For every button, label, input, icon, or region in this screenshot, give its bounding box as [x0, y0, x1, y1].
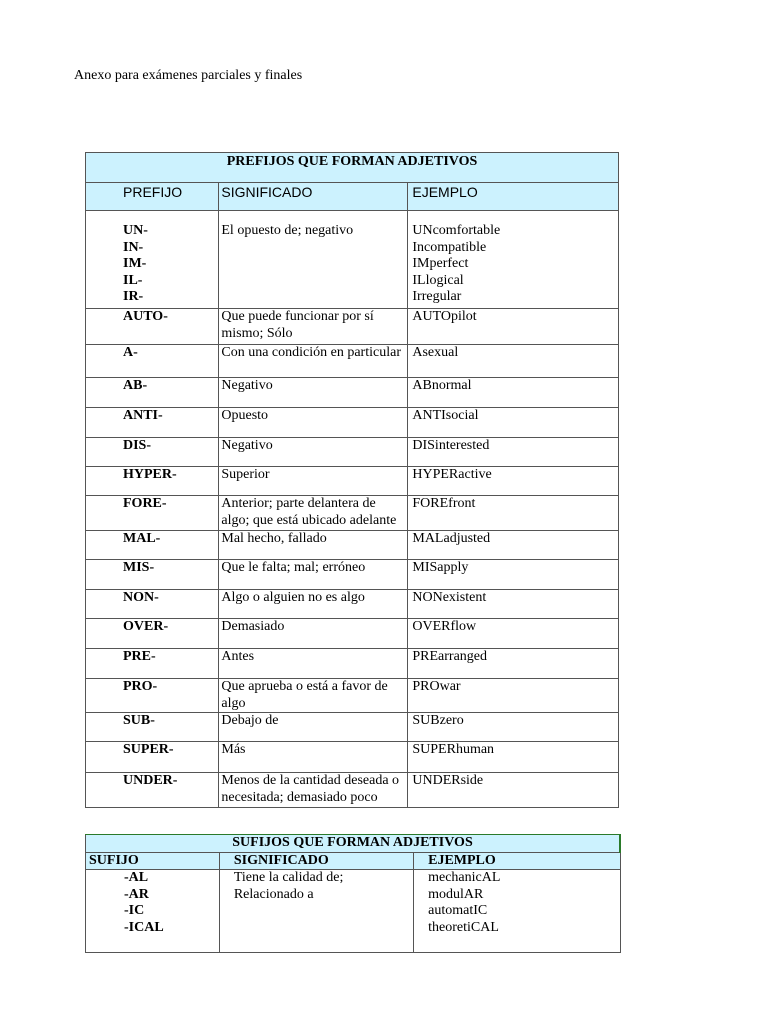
- meaning-cell: Mal hecho, fallado: [219, 531, 408, 560]
- prefix-cell: PRE-: [86, 649, 219, 679]
- example-cell: AUTOpilot: [408, 309, 619, 345]
- prefix-cell: MIS-: [86, 560, 219, 590]
- prefix-cell: ANTI-: [86, 408, 219, 438]
- meaning-cell: Negativo: [219, 378, 408, 408]
- prefix-cell: UNDER-: [86, 773, 219, 808]
- meaning-cell: Que aprueba o está a favor de algo: [219, 679, 408, 713]
- meaning-cell: El opuesto de; negativo: [219, 211, 408, 309]
- example-cell: PROwar: [408, 679, 619, 713]
- example-column-header: EJEMPLO: [408, 183, 619, 211]
- meaning-cell: Negativo: [219, 438, 408, 467]
- table-row: [86, 560, 619, 590]
- prefix-cell: SUB-: [86, 713, 219, 742]
- table-row: [86, 619, 619, 649]
- prefix-cell: NON-: [86, 590, 219, 619]
- table-row: [86, 496, 619, 531]
- example-cell: PREarranged: [408, 649, 619, 679]
- prefix-table-header-row: [86, 183, 619, 211]
- suffix-cell: -AL -AR -IC -ICAL: [86, 870, 220, 953]
- table-row: [86, 467, 619, 496]
- meaning-cell: Menos de la cantidad deseada o necesitada; demasiado poco: [219, 773, 408, 808]
- meaning-cell: Antes: [219, 649, 408, 679]
- meaning-cell: Opuesto: [219, 408, 408, 438]
- example-cell: ANTIsocial: [408, 408, 619, 438]
- table-row: [86, 345, 619, 378]
- prefix-cell: PRO-: [86, 679, 219, 713]
- meaning-cell: Que le falta; mal; erróneo: [219, 560, 408, 590]
- page-header: Anexo para exámenes parciales y finales: [74, 68, 303, 83]
- table-row: [86, 773, 619, 808]
- suffix-column-header: SUFIJO: [86, 852, 220, 870]
- suffix-table-title-row: [86, 835, 621, 853]
- example-cell: UNcomfortable Incompatible IMperfect ILlogical Irregular: [408, 211, 619, 309]
- table-row: [86, 870, 621, 953]
- suffix-meaning-column-header: SIGNIFICADO: [219, 852, 413, 870]
- prefix-column-header: PREFIJO: [86, 183, 219, 211]
- prefix-cell: MAL-: [86, 531, 219, 560]
- example-cell: HYPERactive: [408, 467, 619, 496]
- meaning-cell: Algo o alguien no es algo: [219, 590, 408, 619]
- table-row: [86, 590, 619, 619]
- meaning-cell: Con una condición en particular: [219, 345, 408, 378]
- table-row: [86, 438, 619, 467]
- table-row: [86, 211, 619, 309]
- meaning-cell: Debajo de: [219, 713, 408, 742]
- suffix-meaning-cell: Tiene la calidad de; Relacionado a: [219, 870, 413, 953]
- example-cell: Asexual: [408, 345, 619, 378]
- example-cell: OVERflow: [408, 619, 619, 649]
- prefix-cell: UN- IN- IM- IL- IR-: [86, 211, 219, 309]
- prefix-cell: AUTO-: [86, 309, 219, 345]
- meaning-cell: Demasiado: [219, 619, 408, 649]
- prefix-table-title-row: [86, 153, 619, 183]
- table-row: [86, 309, 619, 345]
- suffix-table-header-row: [86, 852, 621, 870]
- prefix-cell: DIS-: [86, 438, 219, 467]
- suffix-table-title: SUFIJOS QUE FORMAN ADJETIVOS: [86, 835, 621, 853]
- prefix-table-title: PREFIJOS QUE FORMAN ADJETIVOS: [86, 153, 619, 183]
- example-cell: SUPERhuman: [408, 742, 619, 773]
- suffix-table: [85, 834, 621, 953]
- table-row: [86, 742, 619, 773]
- table-row: [86, 408, 619, 438]
- prefix-cell: SUPER-: [86, 742, 219, 773]
- example-cell: UNDERside: [408, 773, 619, 808]
- example-cell: MALadjusted: [408, 531, 619, 560]
- prefix-cell: HYPER-: [86, 467, 219, 496]
- example-cell: FOREfront: [408, 496, 619, 531]
- example-cell: DISinterested: [408, 438, 619, 467]
- prefix-cell: AB-: [86, 378, 219, 408]
- example-cell: SUBzero: [408, 713, 619, 742]
- table-row: [86, 649, 619, 679]
- meaning-cell: Anterior; parte delantera de algo; que está ubicado adelante: [219, 496, 408, 531]
- meaning-column-header: SIGNIFICADO: [219, 183, 408, 211]
- prefix-cell: FORE-: [86, 496, 219, 531]
- example-cell: NONexistent: [408, 590, 619, 619]
- table-row: [86, 531, 619, 560]
- prefix-cell: OVER-: [86, 619, 219, 649]
- example-cell: ABnormal: [408, 378, 619, 408]
- meaning-cell: Superior: [219, 467, 408, 496]
- suffix-example-cell: mechanicAL modulAR automatIC theoretiCAL: [414, 870, 620, 953]
- suffix-example-column-header: EJEMPLO: [414, 852, 620, 870]
- example-cell: MISapply: [408, 560, 619, 590]
- meaning-cell: Que puede funcionar por sí mismo; Sólo: [219, 309, 408, 345]
- table-row: [86, 713, 619, 742]
- table-row: [86, 378, 619, 408]
- table-row: [86, 679, 619, 713]
- prefix-table: [85, 152, 619, 808]
- prefix-cell: A-: [86, 345, 219, 378]
- meaning-cell: Más: [219, 742, 408, 773]
